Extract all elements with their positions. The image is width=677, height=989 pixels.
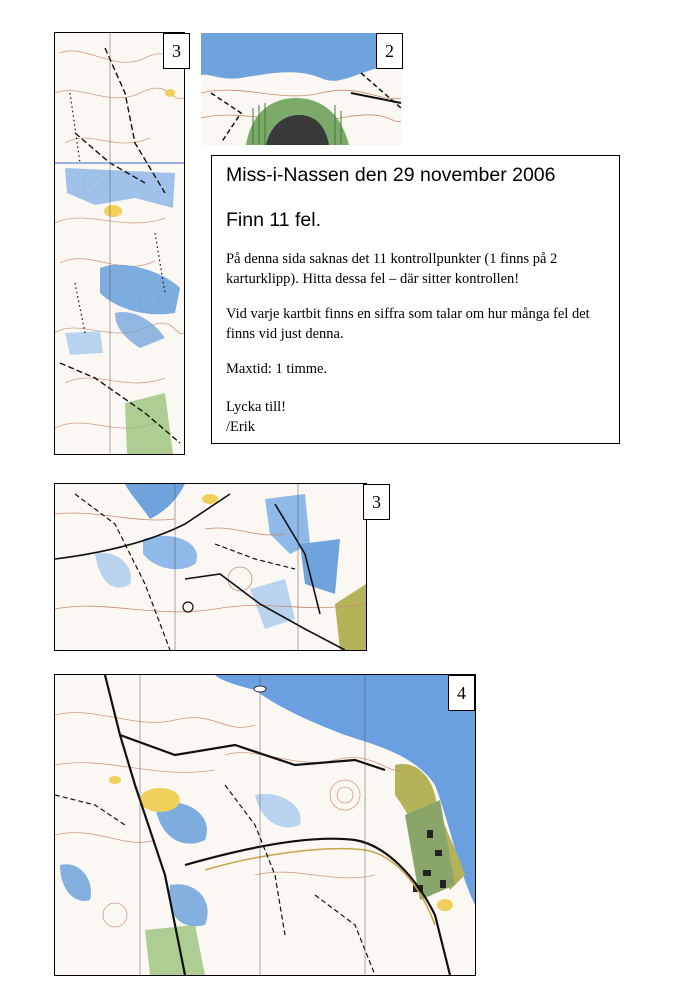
error-count-badge: 3: [163, 33, 190, 69]
greeting: Lycka till! /Erik: [226, 399, 286, 435]
instruction-box: [211, 155, 620, 444]
map-clip-middle: [54, 483, 381, 651]
instruction-paragraph: Vid varje kartbit finns en siffra som talar om hur många fel det finns vid just denna.: [226, 306, 590, 342]
orienteering-map-image: [55, 484, 366, 650]
map-clip-strip: [54, 32, 185, 455]
orienteering-map-image: [55, 675, 475, 975]
signature: /Erik: [226, 419, 255, 435]
error-count-badge: 4: [448, 675, 475, 711]
error-count-badge: 3: [363, 484, 390, 520]
map-clip-top: [201, 33, 401, 145]
error-count-badge: 2: [376, 33, 403, 69]
page-title: Miss-i-Nassen den 29 november 2006: [226, 164, 556, 186]
time-limit: Maxtid: 1 timme.: [226, 361, 328, 377]
orienteering-map-image: [201, 33, 401, 145]
instruction-paragraph: På denna sida saknas det 11 kontrollpunkter (1 finns på 2 karturklipp). Hitta dessa fel – där sitter kontrollen!: [226, 251, 558, 287]
map-clip-bottom: [54, 674, 476, 976]
orienteering-map-image: [55, 33, 184, 454]
task-heading: Finn 11 fel.: [226, 209, 322, 231]
